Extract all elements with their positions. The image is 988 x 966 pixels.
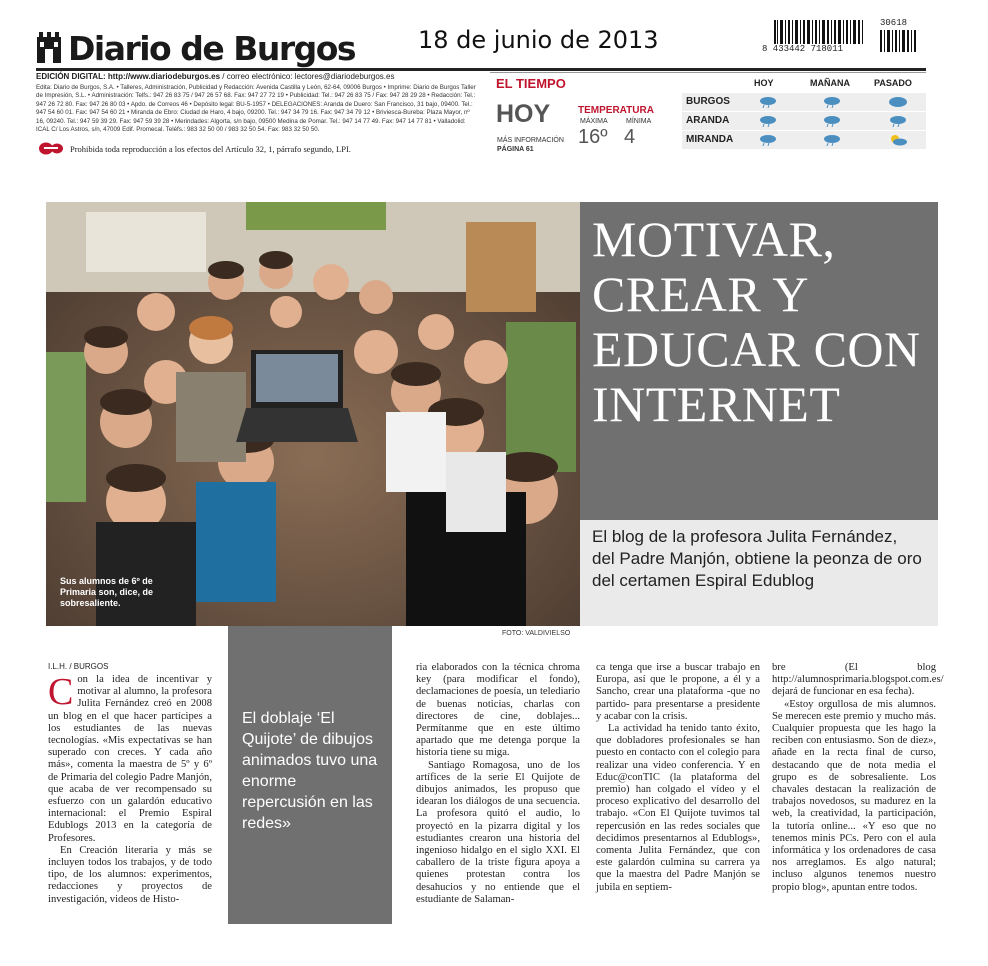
barcode-issue-number: 30618	[880, 18, 908, 28]
article-paragraph: Santiago Romagosa, uno de los artífices de la serie El Quijote de dibujos animados, les propuso que idearan los diálogos de una secuencia. La profesora quitó el audio, lo proyectó en la pizarra digital y los estudiantes crearon una historia del ingenioso hidalgo en el siglo XXI. El caballero de la triste figura apoya a quienes protestan contra los desahucios y no entiende que el estudiante de Salaman-	[416, 759, 580, 905]
copyright-notice: Prohibida toda reproducción a los efectos del Artículo 32, 1, párrafo segundo, LPI.	[70, 144, 351, 154]
masthead-logo	[36, 26, 356, 70]
weather-rule	[490, 72, 926, 73]
masthead-rule	[36, 68, 926, 71]
temperature-label: TEMPERATURA	[578, 105, 654, 116]
article-paragraph: La actividad ha tenido tanto éxito, que dobladores profesionales se han puesto en contacto con el colegio para realizar una video conferencia. Y en Educ@conTIC (la plataforma del premio) han colgado el vídeo y el proceso explicativo del desarrollo del trabajo. «Con El Quijote tuvimos tal repercusión en las redes sociales que decidimos presentarnos al Edublogs», comenta Julita Fernández, que con este galardón culmina su carrera ya que la maestra del Padre Manjón se jubila en septiem-	[596, 723, 760, 893]
city-name: MIRANDA	[686, 134, 734, 145]
weather-title: EL TIEMPO	[496, 76, 566, 91]
weather-row-aranda	[682, 112, 926, 131]
rain-icon	[822, 115, 842, 127]
max-label: MÁXIMA	[580, 118, 608, 125]
min-temperature: 4	[624, 126, 636, 148]
castle-shield-icon	[36, 31, 62, 65]
article-paragraph	[48, 671, 212, 845]
laptop-icon	[236, 350, 358, 442]
photo-credit: FOTO: VALDIVIELSO	[502, 630, 571, 637]
weather-col-hoy: HOY	[754, 78, 774, 88]
rain-icon	[822, 96, 842, 108]
article-paragraph: «Estoy orgullosa de mis alumnos. Se merecen este premio y mucho más. Cualquier propuesta que les hago la reciben con entusiasmo. Son de diez», añade en la recta final de curso, destacando que de nota media el grupo es de sobresaliente. Los chavales destacan la realización de trabajos novedosos, su madurez en la web, la creatividad, la participación, la tutoría online... «Y eso que no tenemos minis PCs. Pero con el aula informática y los ordenadores de casa nos arreglamos. Es algo natural; incluso algunos tenemos nuestro propio blog», apuntan entre todos.	[772, 698, 936, 893]
weather-more-info	[497, 136, 577, 154]
edicion-label: EDICIÓN DIGITAL:	[36, 72, 106, 81]
article-column-1	[48, 671, 212, 906]
byline: I.L.H. / BURGOS	[48, 662, 109, 671]
paragraph-text: on la idea de incentivar y motivar al alumno, la profesora Julita Fernández creó en 2008 un blog en el que hacer partícipes a los estudiantes de las nuevas tecnologías. «Mis expectativas se han superado con creces. Y cada año más», comenta la maestra de 5º y 6º de Primaria del colegio Padre Manjón, que acaba de ver recompensado su esfuerzo con un galardón educativo internacional: el Premio Espiral Edublogs 2013 en la categoría de Profesores.	[48, 674, 212, 844]
article-column-2	[416, 662, 580, 906]
article-paragraph: En Creación literaria y más se incluyen todos los trabajos, y de todo tipo, de los alumnos: experimentos, redacciones y proyectos de investigación, videos de Histo-	[48, 844, 212, 905]
rain-icon	[758, 115, 778, 127]
min-label: MÍNIMA	[626, 118, 652, 125]
newspaper-name: Diario de Burgos	[68, 28, 356, 68]
weather-today: HOY	[496, 100, 551, 128]
weather-col-pasado: PASADO	[874, 78, 912, 88]
more-info-page: PÁGINA 61	[497, 146, 534, 153]
classroom-photo-icon	[46, 202, 580, 626]
photo-caption: Sus alumnos de 6º de Primaria son, dice, de sobresaliente.	[60, 576, 154, 608]
city-name: ARANDA	[686, 115, 730, 126]
rain-icon	[822, 134, 842, 146]
pullquote: El doblaje ‘El Quijote’ de dibujos animados tuvo una enorme repercusión en las redes»	[242, 710, 378, 832]
edicion-url[interactable]: http://www.diariodeburgos.es	[107, 72, 221, 81]
issue-date: 18 de junio de 2013	[418, 26, 659, 54]
sun-cloud-icon	[888, 134, 908, 146]
subhead: El blog de la profesora Julita Fernández, del Padre Manjón, obtiene la peonza de oro del certamen Espiral Edublog	[592, 527, 922, 590]
drop-cap: C	[48, 671, 74, 713]
article-paragraph: ria elaborados con la técnica chroma key (para modificar el fondo), declamaciones de poesía, un telediario de buenas noticias, charlas con directores de cine, doblajes... Permítanme que en este último apartado que me detenga porque la historia tiene su miga.	[416, 662, 580, 759]
article-column-3	[596, 662, 760, 894]
city-name: BURGOS	[686, 96, 730, 107]
rain-icon	[888, 115, 908, 127]
more-info-label: MÁS INFORMACIÓN	[497, 137, 564, 144]
cloud-icon	[888, 96, 908, 108]
article-column-4	[772, 662, 944, 894]
cedro-logo-icon	[38, 142, 64, 155]
rain-icon	[758, 96, 778, 108]
barcode-number: 8 433442 718011	[762, 44, 844, 54]
weather-col-manana: MAÑANA	[810, 78, 850, 88]
email-address[interactable]: lectores@diariodeburgos.es	[294, 72, 395, 81]
article-paragraph: ca tenga que irse a buscar trabajo en Europa, así que le propone, a él y a Sancho, crear una plataforma -que no partido- para presentarse a presidente y acabar con la crisis.	[596, 662, 760, 722]
rain-icon	[758, 134, 778, 146]
main-photo	[46, 202, 580, 626]
headline: MOTIVAR, CREAR Y EDUCAR CON INTERNET	[592, 211, 921, 432]
weather-row-miranda	[682, 131, 926, 150]
edicion-digital	[36, 72, 394, 81]
email-label: / correo electrónico:	[222, 72, 293, 81]
max-temperature: 16º	[578, 126, 608, 148]
weather-row-burgos	[682, 93, 926, 112]
article-paragraph: bre (El blog http://alumnosprimaria.blogspot.com.es/ dejará de funcionar en esa fecha).	[772, 662, 944, 698]
publisher-info: Edita: Diario de Burgos, S.A. • Talleres, Administración, Publicidad y Redacción: Avenida Castilla y León, 62-64, 09006 Burgos • Imprime: Diario de Burgos Taller de Impresión, S.L. • Administración: Telfs.: 947 26 83 75 / 947 26 57 68. Fax: 947 27 72 19 • Publicidad: Tel.: 947 26 83 75 / Fax: 947 28 29 28 • Redacción: Tel.: 947 26 72 80. Fax: 947 26 80 03 • Apdo. de Correos 46 • Depósito legal: BU-5-1957 • DELEGACIONES: Aranda de Duero: San Francisco, 31 bajo, 09400. Tel.: 947 54 60 01. Fax: 947 54 60 21 • Miranda de Ebro: Ciudad de Haro, 4 bajo, 09200. Tel.: 947 34 79 16. Fax: 947 34 79 12 • Briviesca-Bureba: Plaza Mayor, nº 16, 09240. Tel.: 947 59 39 29. Fax: 947 59 39 28 • Merindades: Algorta, s/n bajo, 09500 Medina de Pomar. Tel.: 947 14 77 49. Fax: 947 14 77 81 • Valladolid: ICAL C/ Los Astros, s/n, 47009 Edif. Promecal. Teléfs.: 983 32 50 00 / 983 32 50 54. Fax: 983 32 50 50.	[36, 84, 476, 134]
